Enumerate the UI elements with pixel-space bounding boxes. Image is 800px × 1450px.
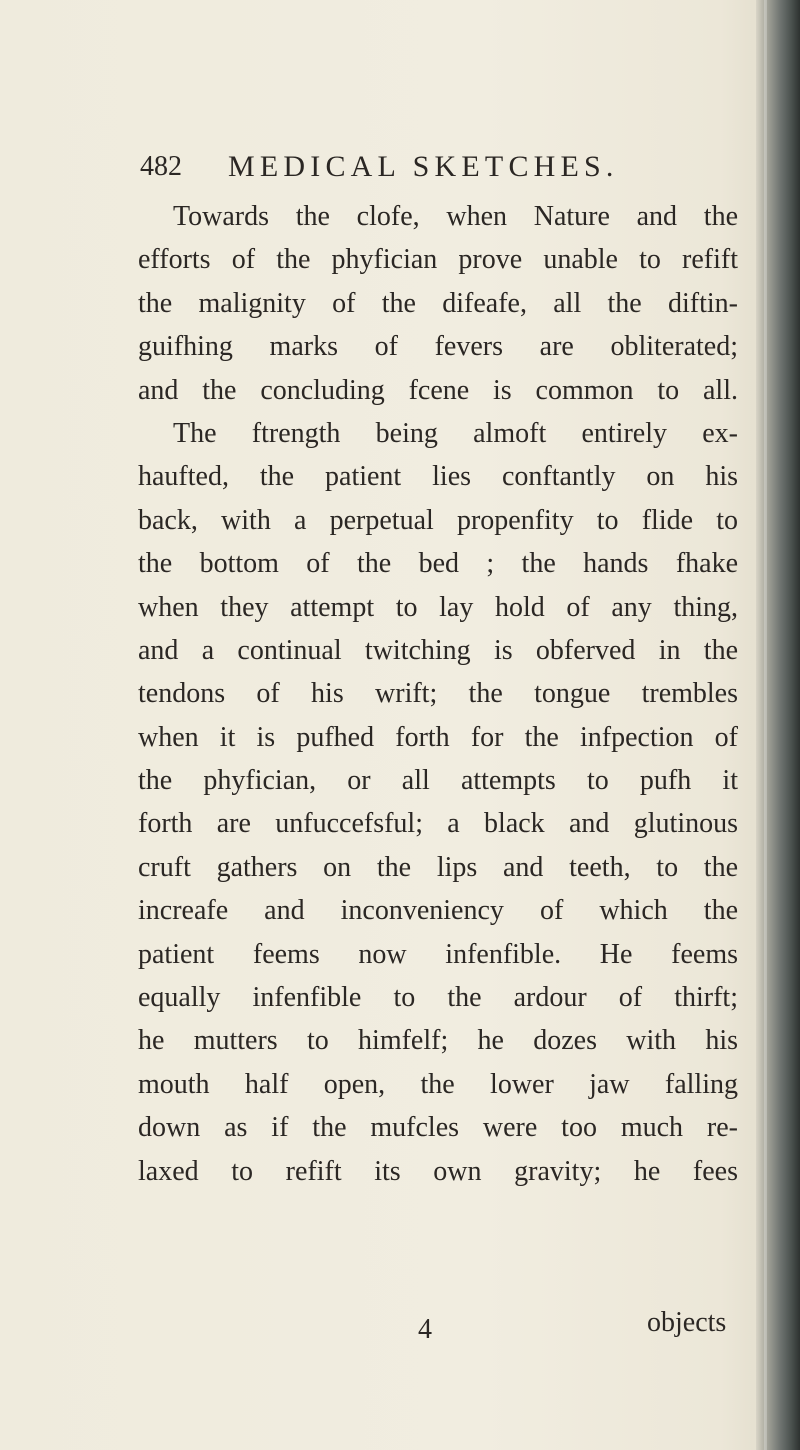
binding-edge xyxy=(756,0,800,1450)
text-line: equally infenfible to the ardour of thirft; xyxy=(138,982,738,1014)
text-line: the phyfician, or all attempts to pufh it xyxy=(138,765,738,797)
text-line: guifhing marks of fevers are obliterated; xyxy=(138,331,738,363)
text-line: when it is pufhed forth for the infpection of xyxy=(138,721,738,753)
text-line: tendons of his wrift; the tongue trembles xyxy=(138,678,738,710)
text-line: the bottom of the bed ; the hands fhake xyxy=(138,548,738,580)
page-number: 482 xyxy=(140,151,182,182)
text-line: increafe and inconveniency of which the xyxy=(138,895,738,927)
text-line: the malignity of the difeafe, all the diftin- xyxy=(138,287,738,319)
running-title: MEDICAL SKETCHES. xyxy=(228,150,619,183)
text-line: and the concluding fcene is common to all. xyxy=(138,374,738,406)
text-line: down as if the mufcles were too much re- xyxy=(138,1112,738,1144)
text-line: efforts of the phyfician prove unable to refift xyxy=(138,244,738,276)
text-line: and a continual twitching is obferved in the xyxy=(138,634,738,666)
text-line: back, with a perpetual propenfity to flide to xyxy=(138,504,738,536)
text-line: Towards the clofe, when Nature and the xyxy=(173,201,738,232)
text-line: forth are unfuccefsful; a black and glutinous xyxy=(138,808,738,840)
catchword: objects xyxy=(647,1307,727,1338)
text-line: he mutters to himfelf; he dozes with his xyxy=(138,1025,738,1057)
text-line: haufted, the patient lies conftantly on his xyxy=(138,461,738,493)
text-line: patient feems now infenfible. He feems xyxy=(138,938,738,970)
text-line: The ftrength being almoft entirely ex- xyxy=(173,417,738,449)
running-head xyxy=(140,150,740,190)
signature-mark: 4 xyxy=(418,1314,432,1345)
text-line: cruft gathers on the lips and teeth, to the xyxy=(138,851,738,883)
text-line: laxed to refift its own gravity; he fees xyxy=(138,1155,738,1187)
text-line: mouth half open, the lower jaw falling xyxy=(138,1068,738,1100)
text-line: when they attempt to lay hold of any thing, xyxy=(138,591,738,623)
body-text xyxy=(138,195,738,1193)
